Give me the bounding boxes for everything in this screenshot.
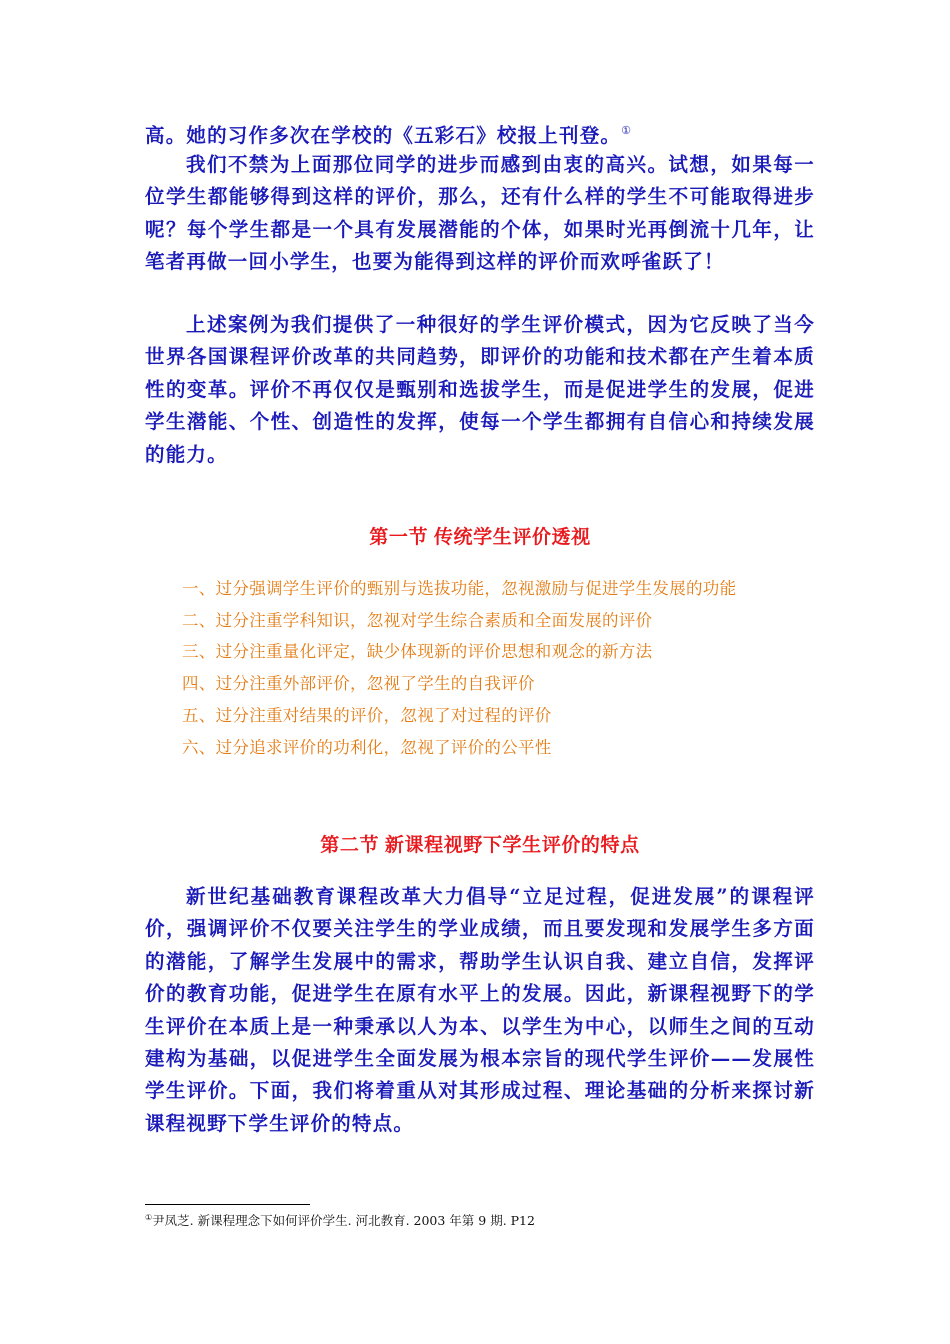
paragraph-case-summary: 上述案例为我们提供了一种很好的学生评价模式，因为它反映了当今世界各国课程评价改革的共同趋势，即评价的功能和技术都在产生着本质性的变革。评价不再仅仅是甄别和选拔学生，而是促进学生的发展，促进学生潜能、个性、创造性的发挥，使每一个学生都拥有自信心和持续发展的能力。	[145, 313, 815, 466]
list-item: 三、过分注重量化评定，缺少体现新的评价思想和观念的新方法	[182, 643, 653, 662]
list-item: 四、过分注重外部评价，忽视了学生的自我评价	[182, 675, 535, 694]
paragraph-text: 高。她的习作多次在学校的《五彩石》校报上刊登。	[145, 124, 622, 147]
footnote-divider	[145, 1204, 310, 1205]
list-item: 六、过分追求评价的功利化，忽视了评价的公平性	[182, 738, 552, 757]
list-item: 五、过分注重对结果的评价，忽视了对过程的评价	[182, 706, 552, 725]
footnote-reference[interactable]: ①	[621, 124, 631, 137]
section-heading-1: 第一节 传统学生评价透视	[369, 527, 591, 548]
paragraph-new-curriculum: 新世纪基础教育课程改革大力倡导“立足过程，促进发展”的课程评价，强调评价不仅要关注学生的学业成绩，而且要发现和发展学生多方面的潜能，了解学生发展中的需求，帮助学生认识自我、建立自信，发挥评价的教育功能，促进学生在原有水平上的发展。因此，新课程视野下的学生评价在本质上是一种秉承以人为本、以学生为中心，以师生之间的互动建构为基础，以促进学生全面发展为根本宗旨的现代学生评价——发展性学生评价。下面，我们将着重从对其形成过程、理论基础的分析来探讨新课程视野下学生评价的特点。	[145, 885, 815, 1135]
footnote-text: 尹凤芝. 新课程理念下如何评价学生. 河北教育. 2003 年第 9 期. P12	[152, 1213, 535, 1228]
section-heading-2: 第二节 新课程视野下学生评价的特点	[320, 835, 640, 856]
list-item: 一、过分强调学生评价的甄别与选拔功能，忽视激励与促进学生发展的功能	[182, 580, 737, 598]
list-item: 二、过分注重学科知识，忽视对学生综合素质和全面发展的评价	[182, 611, 653, 630]
footnote-marker: ①	[145, 1213, 153, 1222]
traditional-evaluation-list	[145, 574, 815, 764]
paragraph-reflection: 我们不禁为上面那位同学的进步而感到由衷的高兴。试想，如果每一位学生都能够得到这样的评价，那么，还有什么样的学生不可能取得进步呢？每个学生都是一个具有发展潜能的个体，如果时光再倒流十几年，让笔者再做一回小学生，也要为能得到这样的评价而欢呼雀跃了！	[145, 153, 815, 274]
footnote	[145, 1211, 535, 1229]
paragraph-continuation	[145, 115, 815, 152]
